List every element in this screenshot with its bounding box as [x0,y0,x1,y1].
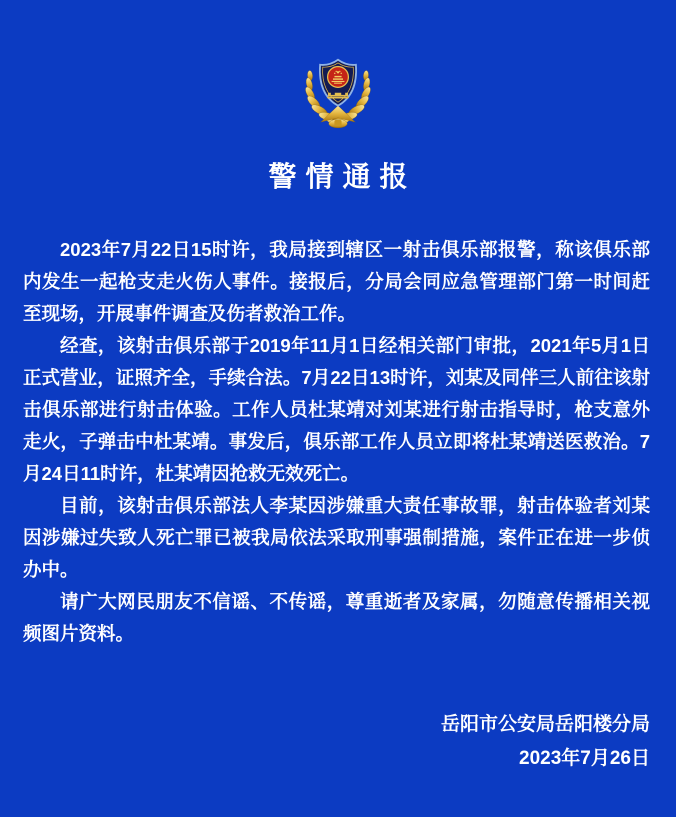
notice-paragraph: 2023年7月22日15时许，我局接到辖区一射击俱乐部报警，称该俱乐部内发生一起枪支走火伤人事件。接报后，分局会同应急管理部门第一时间赶至现场，开展事件调查及伤者救治工作。 [23,239,650,324]
notice-title: 警情通报 [268,161,417,192]
notice-paragraph: 请广大网民朋友不信谣、不传谣，尊重逝者及家属，勿随意传播相关视频图片资料。 [23,591,650,644]
notice-body [23,234,650,650]
police-emblem-icon [295,52,381,132]
notice-paragraph: 经查，该射击俱乐部于2019年11月1日经相关部门审批，2021年5月1日正式营业，证照齐全，手续合法。7月22日13时许，刘某及同伴三人前往该射击俱乐部进行射击体验。工作人员杜某靖对刘某进行射击指导时，枪支意外走火，子弹击中杜某靖。事发后，俱乐部工作人员立即将杜某靖送医救治。7月24日11时许，杜某靖因抢救无效死亡。 [23,335,650,484]
badge-container [0,0,676,132]
notice-paragraph: 目前，该射击俱乐部法人李某因涉嫌重大责任事故罪，射击体验者刘某因涉嫌过失致人死亡罪已被我局依法采取刑事强制措施，案件正在进一步侦办中。 [23,495,650,580]
signature-block [0,708,650,776]
issue-date: 2023年7月26日 [519,748,650,769]
issuing-authority: 岳阳市公安局岳阳楼分局 [440,714,650,735]
